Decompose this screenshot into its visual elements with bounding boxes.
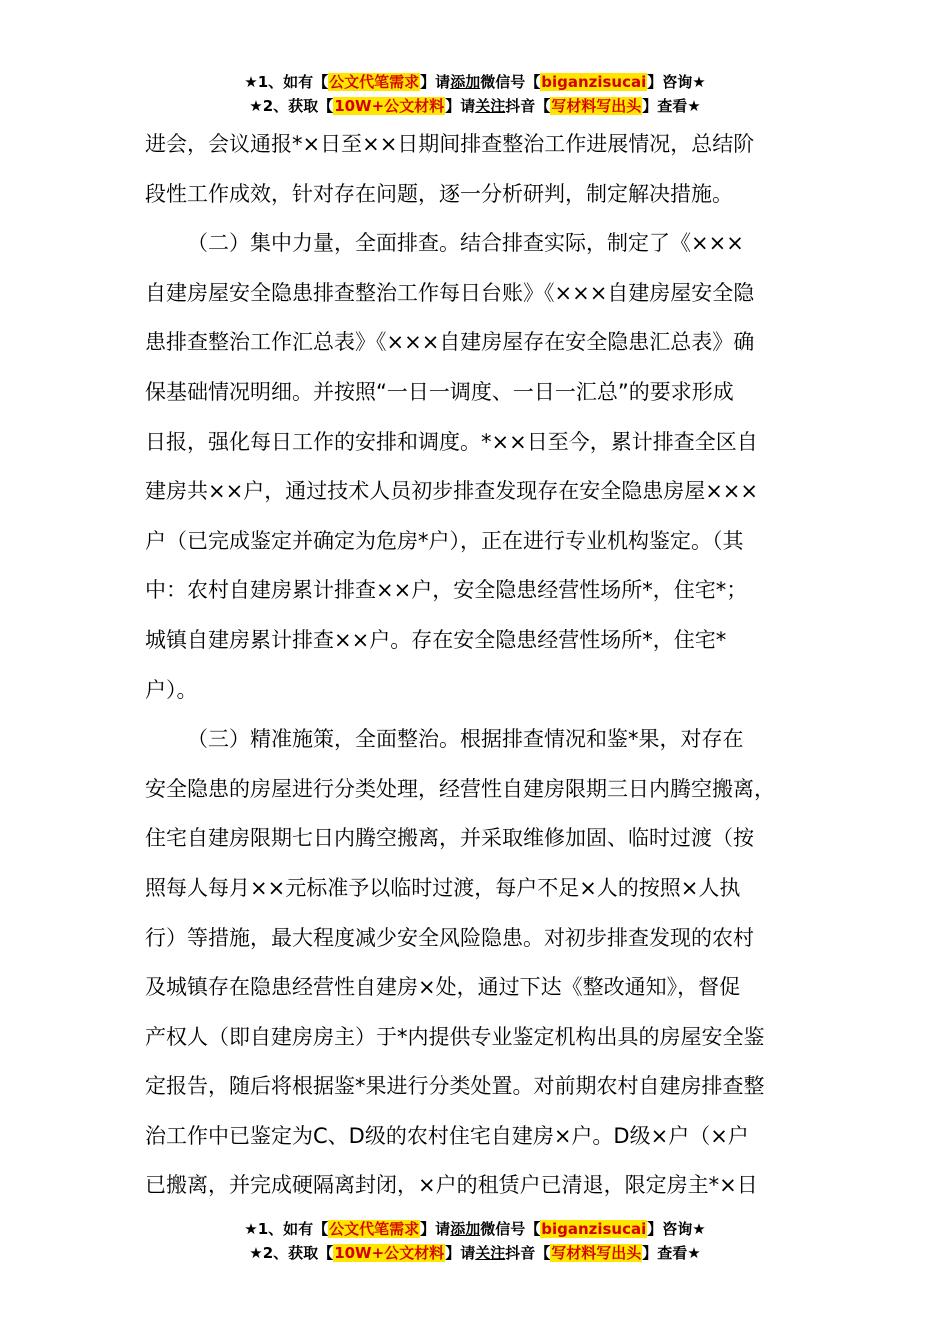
body-line: 已搬离，并完成硬隔离封闭，×户的租赁户已清退，限定房主*×日 — [145, 1173, 758, 1198]
body-line: 进会，会议通报*×日至××日期间排查整治工作进展情况，总结阶 — [145, 132, 755, 156]
document-body — [145, 120, 815, 1211]
body-line: 日报，强化每日工作的安排和调度。*××日至今，累计排查全区自 — [145, 429, 758, 454]
body-line: 住宅自建房限期七日内腾空搬离，并采取维修加固、临时过渡（按 — [145, 826, 754, 851]
body-line: 保基础情况明细。并按照“一日一调度、一日一汇总”的要求形成 — [145, 379, 734, 404]
banner-underlined: 关注 — [475, 1244, 506, 1262]
banner-highlight: 写材料写出头 — [551, 97, 642, 115]
body-line: （二）集中力量，全面排查。结合排查实际，制定了《××× — [187, 231, 744, 256]
footer-banner — [0, 1217, 950, 1265]
body-line: 产权人（即自建房房主）于*内提供专业鉴定机构出具的房屋安全鉴 — [145, 1024, 765, 1049]
banner-highlight: 10W+公文材料 — [334, 1244, 445, 1262]
body-line: 治工作中已鉴定为C、D级的农村住宅自建房×户。D级×户（×户 — [145, 1123, 749, 1148]
banner-text: ★1、如有【 — [244, 73, 329, 91]
banner-text: ★2、获取【 — [249, 97, 334, 115]
banner-text: 】查看★ — [642, 97, 701, 115]
body-line: 定报告，随后将根据鉴*果进行分类处置。对前期农村自建房排查整 — [145, 1074, 765, 1099]
banner-text: 】查看★ — [642, 1244, 701, 1262]
banner-line-1 — [0, 1217, 950, 1241]
banner-text: 抖音【 — [505, 1244, 551, 1262]
banner-text: 抖音【 — [505, 97, 551, 115]
banner-text: 】咨询★ — [647, 73, 706, 91]
banner-line-2 — [0, 94, 950, 118]
header-banner — [0, 70, 950, 118]
banner-line-1 — [0, 70, 950, 94]
banner-text: 】咨询★ — [647, 1220, 706, 1238]
banner-underlined: 关注 — [475, 97, 506, 115]
body-line: 城镇自建房累计排查××户。存在安全隐患经营性场所*，住宅* — [145, 627, 727, 652]
body-line: 段性工作成效，针对存在问题，逐一分析研判，制定解决措施。 — [145, 181, 733, 206]
banner-underlined: 添加 — [450, 73, 481, 91]
body-line: 建房共××户，通过技术人员初步排查发现存在安全隐患房屋××× — [145, 479, 758, 504]
banner-highlight: 写材料写出头 — [551, 1244, 642, 1262]
banner-highlight: 公文代笔需求 — [329, 73, 420, 91]
banner-text: 】请 — [420, 73, 451, 91]
body-line: 及城镇存在隐患经营性自建房×处，通过下达《整改通知》，督促 — [145, 975, 741, 1000]
banner-text: 】请 — [445, 1244, 476, 1262]
banner-text: 】请 — [420, 1220, 451, 1238]
banner-text: 微信号【 — [480, 1220, 541, 1238]
banner-highlight: 10W+公文材料 — [334, 97, 445, 115]
body-line: （三）精准施策，全面整治。根据排查情况和鉴*果，对存在 — [187, 727, 744, 752]
body-line: 中：农村自建房累计排查××户，安全隐患经营性场所*，住宅*； — [145, 578, 748, 603]
banner-highlight: biganzisucai — [541, 73, 647, 91]
banner-text: 微信号【 — [480, 73, 541, 91]
banner-text: ★2、获取【 — [249, 1244, 334, 1262]
body-line: 自建房屋安全隐患排查整治工作每日台账》《×××自建房屋安全隐 — [145, 280, 755, 305]
banner-underlined: 添加 — [450, 1220, 481, 1238]
banner-highlight: 公文代笔需求 — [329, 1220, 420, 1238]
banner-highlight: biganzisucai — [541, 1220, 647, 1238]
body-line: 安全隐患的房屋进行分类处理，经营性自建房限期三日内腾空搬离， — [145, 776, 775, 801]
body-line: 行）等措施，最大程度减少安全风险隐患。对初步排查发现的农村 — [145, 925, 754, 950]
banner-line-2 — [0, 1241, 950, 1265]
banner-text: ★1、如有【 — [244, 1220, 329, 1238]
body-line: 户（已完成鉴定并确定为危房*户），正在进行专业机构鉴定。（其 — [145, 528, 744, 553]
body-line: 户）。 — [145, 677, 198, 702]
body-line: 患排查整治工作汇总表》《×××自建房屋存在安全隐患汇总表》确 — [145, 330, 755, 355]
body-line: 照每人每月××元标准予以临时过渡，每户不足×人的按照×人执 — [145, 875, 741, 900]
banner-text: 】请 — [445, 97, 476, 115]
